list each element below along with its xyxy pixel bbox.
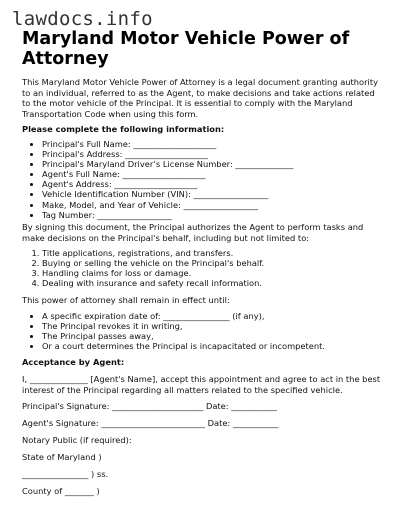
- info-field-agent-address: • Agent's Address: ____________________: [42, 179, 402, 189]
- task-item: 4. Dealing with insurance and safety recall information.: [42, 278, 402, 288]
- notary-line: Notary Public (if required):: [22, 435, 132, 445]
- condition-item: • The Principal passes away,: [42, 331, 402, 341]
- principal-signature-line: Principal's Signature: ______________________ Date: ___________: [22, 401, 277, 411]
- info-field-make-model-year: • Make, Model, and Year of Vehicle: __________________: [42, 200, 402, 210]
- county-line: County of _______ ): [22, 486, 100, 496]
- agent-signature-line: Agent's Signature: _________________________ Date: ___________: [22, 418, 279, 428]
- condition-item: • A specific expiration date of: ________________ (if any),: [42, 311, 402, 321]
- condition-item: • Or a court determines the Principal is incapacitated or incompetent.: [42, 341, 402, 351]
- info-fields-list: [22, 139, 402, 220]
- info-field-agent-name: • Agent's Full Name: ____________________: [42, 169, 402, 179]
- watermark: lawdocs.info: [12, 8, 153, 30]
- condition-item: • The Principal revokes it in writing,: [42, 321, 402, 331]
- acceptance-heading: Acceptance by Agent:: [22, 357, 125, 367]
- authority-paragraph: By signing this document, the Principal authorizes the Agent to perform tasks and make decisions on the Principal's behalf, including but not limited to:: [22, 222, 364, 243]
- info-field-principal-name: • Principal's Full Name: ____________________: [42, 139, 402, 149]
- state-line: State of Maryland ): [22, 452, 102, 462]
- effect-paragraph: This power of attorney shall remain in effect until:: [22, 295, 230, 305]
- task-item: 3. Handling claims for loss or damage.: [42, 268, 402, 278]
- info-heading: Please complete the following information:: [22, 124, 225, 134]
- info-field-tag-number: • Tag Number: __________________: [42, 210, 402, 220]
- document-title: Maryland Motor Vehicle Power of Attorney: [22, 29, 350, 69]
- info-field-vin: • Vehicle Identification Number (VIN): __________________: [42, 189, 402, 199]
- ss-line: ________________ ) ss.: [22, 469, 109, 479]
- acceptance-paragraph: I, ______________ [Agent's Name], accept this appointment and agree to act in the best interest of the Principal regarding all matters related to the specified vehicle.: [22, 374, 381, 395]
- task-item: 1. Title applications, registrations, and transfers.: [42, 248, 402, 258]
- task-item: 2. Buying or selling the vehicle on the Principal's behalf.: [42, 258, 402, 268]
- info-field-principal-address: • Principal's Address: ____________________: [42, 149, 402, 159]
- info-field-license-number: • Principal's Maryland Driver’s License Number: ______________: [42, 159, 402, 169]
- conditions-list: [22, 311, 402, 351]
- intro-paragraph: This Maryland Motor Vehicle Power of Attorney is a legal document granting authority to an individual, referred to as the Agent, to make decisions and take actions related to the motor vehicle of the Principal. It is essential to comply with the Maryland Transportation Code when using this form.: [22, 77, 379, 119]
- tasks-list: [22, 248, 402, 288]
